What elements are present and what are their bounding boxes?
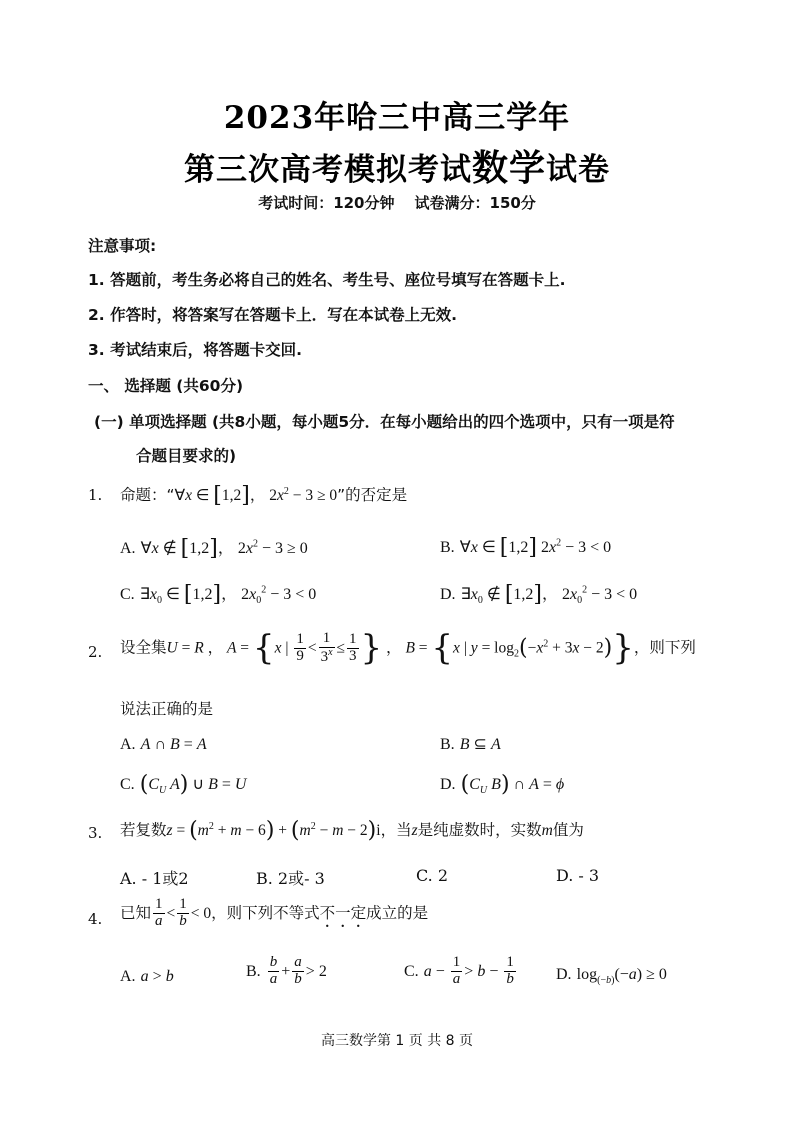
emphasis-text: 不一定: [319, 903, 367, 922]
exam-title-line1: 2023年哈三中高三学年: [223, 100, 571, 136]
q1-stem: 命题：“∀x ∈ [1,2]， $2x^2 - 3 \ge 0$”的否定是: [120, 483, 408, 508]
q2-option-a: A. A ∩ B = A: [120, 736, 207, 753]
q3-option-a: A. - 1或2: [120, 869, 189, 888]
q4-option-a: A. a > b: [120, 968, 174, 985]
q1-option-a: A. ∀x ∉ [1,2]， $2x^2 - 3 \ge 0$: [120, 536, 308, 561]
q2-stem: 设全集U = R ， A = {x | $\frac{1}{9}$ < $\frac{1}{3^x}$ ≤ $\frac{1}{3}$ } ， B = {x | $y = \log_2(-x^2 + 3x - 2)$}，则下列: [120, 628, 696, 668]
question-number: 2.: [88, 643, 103, 661]
page-footer: 高三数学第 1 页 共 8 页: [320, 1033, 474, 1049]
question-number: 1.: [88, 486, 103, 504]
q4-option-d: D. $\log_{(-b)}(-a) \ge 0$: [556, 966, 667, 987]
q4-option-c: C. a − $\frac{1}{a}$ > b − $\frac{1}{b}$: [404, 954, 514, 987]
question-number: 4.: [88, 910, 103, 928]
note-item: 2. 作答时，将答案写在答题卡上．写在本试卷上无效.: [88, 306, 457, 324]
exam-title-line2: [0, 140, 794, 191]
q1-option-c: C. $\exists x_0$ ∈ [1,2]， $2x_0^2 - 3 < 0$: [120, 582, 317, 607]
q1-option-d: D. $\exists x_0$ ∉ [1,2]， $2x_0^2 - 3 < 0$: [440, 582, 638, 607]
q2-option-d: D. ($C_U$ B) ∩ A = ϕ: [440, 772, 565, 797]
q1-option-b: B. ∀x ∈ [1,2] $2x^2 - 3 < 0$: [440, 535, 612, 560]
q3-option-d: D. - 3: [556, 866, 600, 885]
q2-option-b: B. B ⊆ A: [440, 736, 501, 753]
title-part-subject: 数学: [471, 147, 546, 189]
q4-stem: 已知 $\frac{1}{a}$ < $\frac{1}{b}$ < 0，则下列不等式不一定成立的是: [120, 896, 429, 929]
full-score: 试卷满分：150分: [414, 194, 536, 212]
exam-info: [0, 192, 794, 213]
q2-stem-line2: 说法正确的是: [120, 700, 214, 718]
q3-stem: 若复数$z = (m^2 + m - 6) + (m^2 - m - 2)i$，当z是纯虚数时，实数m值为: [120, 818, 584, 843]
exam-time: 考试时间：120分钟: [258, 194, 395, 212]
notes-heading: 注意事项:: [88, 237, 157, 255]
q3-option-b: B. 2或- 3: [256, 869, 325, 888]
section-title: 一、 选择题 (共60分): [88, 377, 244, 395]
q4-option-b: B. $\frac{b}{a}$ + $\frac{a}{b}$ > 2: [246, 954, 327, 987]
subsection-line2: 合题目要求的): [136, 447, 237, 465]
title-part-c: 试卷: [546, 152, 610, 188]
note-item: 1. 答题前，考生务必将自己的姓名、考生号、座位号填写在答题卡上.: [88, 271, 566, 289]
q3-option-c: C. 2: [416, 866, 449, 885]
title-part-a: 第三次高考模拟考试: [183, 152, 472, 188]
question-number: 3.: [88, 824, 103, 842]
q2-option-c: C. ($C_U$ A) ∪ B = U: [120, 772, 247, 797]
note-item: 3. 考试结束后，将答题卡交回.: [88, 341, 302, 359]
subsection-line1: (一) 单项选择题 (共8小题，每小题5分．在每小题给出的四个选项中，只有一项是符: [94, 413, 675, 431]
